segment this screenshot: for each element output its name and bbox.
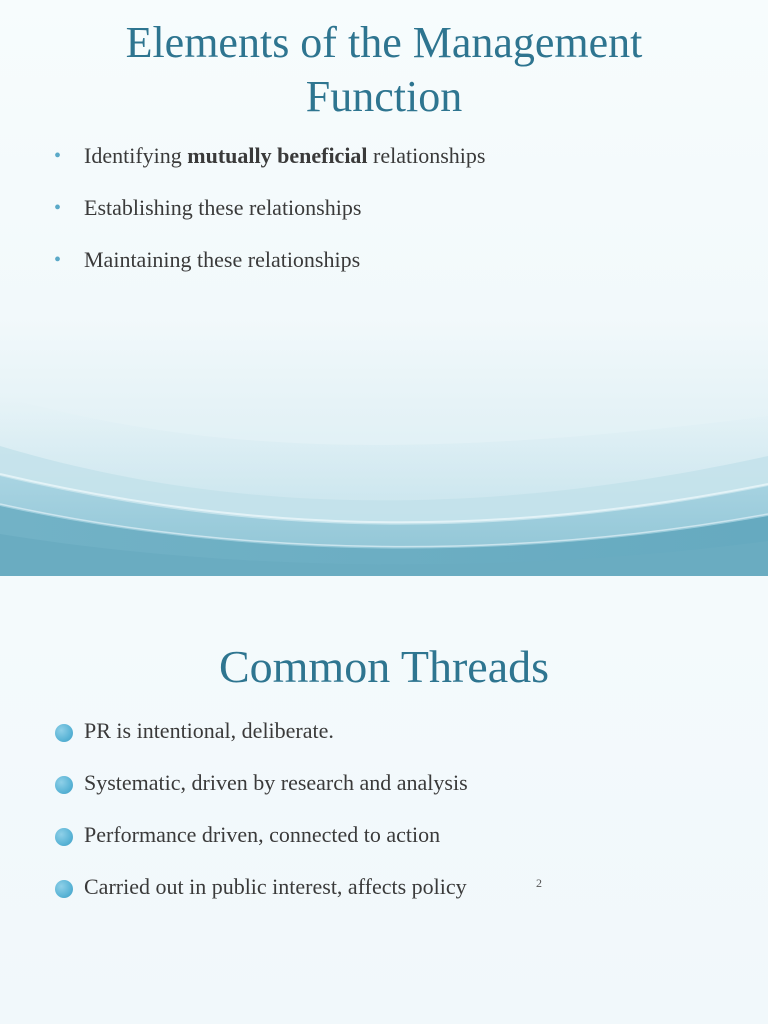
bullet-text: Systematic, driven by research and analysis [84,770,468,795]
list-item [52,712,468,764]
slide-2-bullet-list [52,712,468,920]
bullet-dot-icon: • [54,249,62,271]
bullet-circle-icon [55,724,73,742]
list-item [52,241,485,293]
list-item [52,816,468,868]
slide-1-bullet-list [52,137,485,293]
bullet-text-bold: mutually beneficial [187,143,368,168]
slide-2-title: Common Threads [218,641,550,692]
list-item [52,189,485,241]
slide-1-title-line-1: Elements of the Management [125,18,643,67]
slide-1-title [0,4,768,122]
bullet-text-after: relationships [367,143,486,168]
bullet-dot-icon: • [54,145,62,167]
bullet-text: Performance driven, connected to action [84,822,441,847]
bullet-circle-icon [55,880,73,898]
bullet-text: Maintaining these relationships [84,247,361,272]
slide-1-title-line-2: Function [305,72,463,121]
bullet-text: Carried out in public interest, affects policy [84,874,467,899]
bullet-text-before: Identifying [84,143,188,168]
bullet-circle-icon [55,776,73,794]
bullet-dot-icon: • [54,197,62,219]
wave-decoration [0,356,768,576]
list-item [52,137,485,189]
list-item [52,764,468,816]
bullet-text: PR is intentional, deliberate. [84,718,334,743]
bullet-text: Establishing these relationships [84,195,362,220]
page-number: 2 [536,876,542,890]
list-item [52,868,468,920]
bullet-circle-icon [55,828,73,846]
